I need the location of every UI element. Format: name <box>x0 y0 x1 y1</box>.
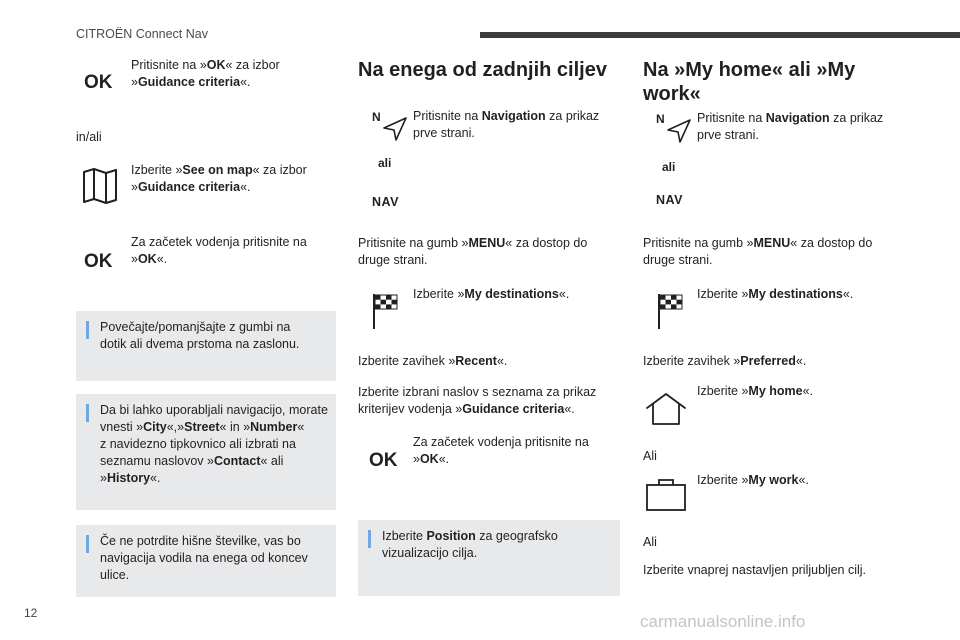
note-text: Da bi lahko uporabljali navigacijo, morate vnesti »City«,»Street« in »Number« z navidezno tipkovnico ali izbrati na seznamu naslovov »Contact« ali »History«. <box>100 403 328 485</box>
note-zoom <box>76 311 336 381</box>
page-number: 12 <box>24 606 38 620</box>
watermark: carmanualsonline.info <box>640 612 806 631</box>
section-title-home-work: Na »My home« ali »My work« <box>643 59 856 105</box>
info-icon <box>368 530 371 548</box>
briefcase-icon <box>645 478 687 512</box>
step-press-ok: Pritisnite na »OK« za izbor »Guidance criteria«. <box>131 58 280 89</box>
manual-title: CITROËN Connect Nav <box>76 27 208 41</box>
step-press-menu: Pritisnite na gumb »MENU« za dostop do druge strani. <box>643 236 873 267</box>
checkered-flag-icon <box>656 292 684 330</box>
info-icon <box>86 321 89 339</box>
step-preferred-tab: Izberite zavihek »Preferred«. <box>643 354 807 368</box>
ok-button-icon: OK <box>84 251 113 272</box>
step-my-destinations: Izberite »My destinations«. <box>413 287 570 301</box>
note-text: Povečajte/pomanjšajte z gumbi na dotik ali dvema prstoma na zaslonu. <box>100 320 300 351</box>
step-my-destinations: Izberite »My destinations«. <box>697 287 854 301</box>
north-label: N <box>372 110 381 124</box>
note-position <box>358 520 620 596</box>
step-press-navigation: Pritisnite na Navigation za prikaz prve strani. <box>697 111 884 142</box>
or-label: Ali <box>643 449 657 463</box>
header-bar <box>480 32 960 38</box>
step-press-menu: Pritisnite na gumb »MENU« za dostop do druge strani. <box>358 236 588 267</box>
ok-button-icon: OK <box>369 450 398 471</box>
checkered-flag-icon <box>371 292 399 330</box>
note-text: Če ne potrdite hišne številke, vas bo navigacija vodila na enega od koncev ulice. <box>100 534 308 582</box>
info-icon <box>86 404 89 422</box>
or-label: ali <box>662 160 676 174</box>
arrow-icon <box>380 116 408 142</box>
step-select-address: Izberite izbrani naslov s seznama za prikaz kriterijev vodenja »Guidance criteria«. <box>358 385 597 416</box>
ok-button-icon: OK <box>84 72 113 93</box>
step-start-guidance: Za začetek vodenja pritisnite na »OK«. <box>413 435 589 466</box>
step-my-home: Izberite »My home«. <box>697 384 814 398</box>
or-label: in/ali <box>76 130 102 144</box>
step-preset-favorite: Izberite vnaprej nastavljen priljubljen cilj. <box>643 563 867 577</box>
note-address-input <box>76 394 336 510</box>
note-text: Izberite Position za geografsko vizualizacijo cilja. <box>382 529 558 560</box>
navigation-icon <box>372 110 408 146</box>
step-my-work: Izberite »My work«. <box>697 473 809 487</box>
info-icon <box>86 535 89 553</box>
section-title-recent: Na enega od zadnjih ciljev <box>358 59 607 81</box>
or-label: Ali <box>643 535 657 549</box>
arrow-icon <box>664 118 692 144</box>
step-see-on-map: Izberite »See on map« za izbor »Guidance criteria«. <box>131 163 307 194</box>
step-press-navigation: Pritisnite na Navigation za prikaz prve strani. <box>413 109 600 140</box>
north-label: N <box>656 112 665 126</box>
step-recent-tab: Izberite zavihek »Recent«. <box>358 354 508 368</box>
or-label: ali <box>378 156 392 170</box>
note-house-number <box>76 525 336 597</box>
nav-button-icon: NAV <box>656 193 683 207</box>
navigation-icon <box>656 112 692 148</box>
map-icon <box>82 168 118 204</box>
nav-button-icon: NAV <box>372 195 399 209</box>
step-start-guidance: Za začetek vodenja pritisnite na »OK«. <box>131 235 307 266</box>
home-icon <box>645 392 687 426</box>
